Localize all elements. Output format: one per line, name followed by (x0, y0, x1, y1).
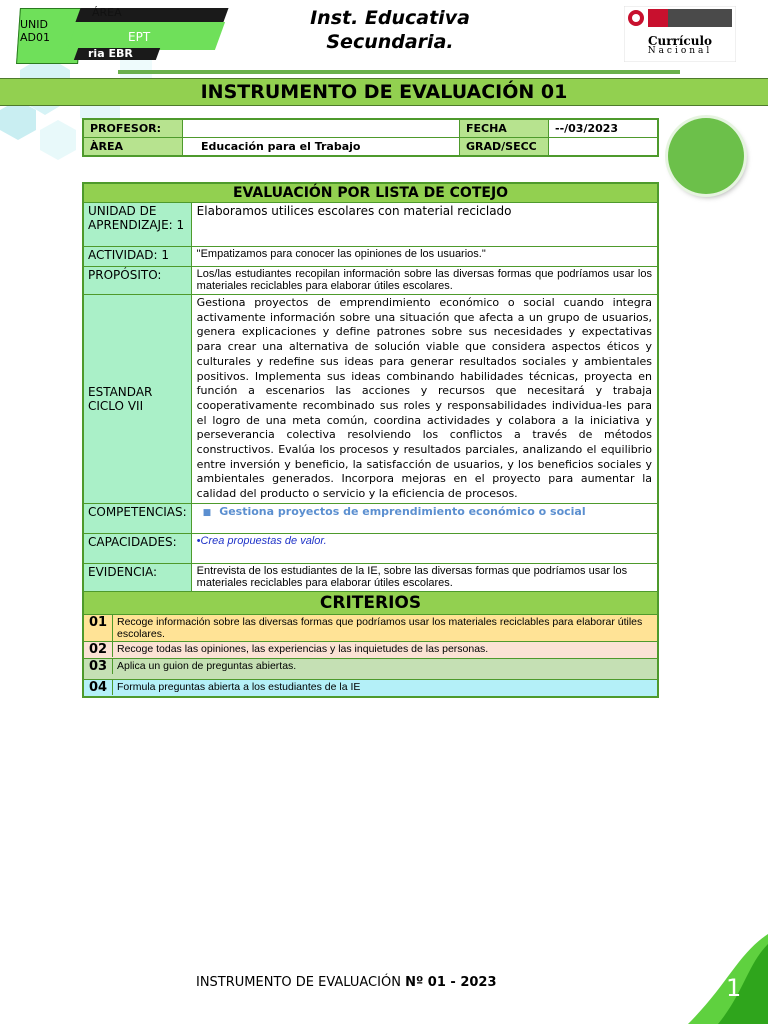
area-value-cell: Educación para el Trabajo (183, 138, 460, 157)
decorative-corner-wave (648, 934, 768, 1024)
evaluation-table (82, 182, 659, 698)
ebr-label: ria EBR (88, 47, 133, 60)
criterio-text: Aplica un guion de preguntas abiertas. (113, 659, 658, 674)
area-value: EPT (128, 30, 151, 44)
criterio-text: Recoge información sobre las diversas formas que podríamos usar los materiales reciclables para elaborar útiles escolares. (113, 615, 658, 641)
criterio-number: 02 (84, 642, 113, 657)
institution-name: Inst. Educativa Secundaria. (310, 7, 470, 53)
competencias-value: Gestiona proyectos de emprendimiento económico o social (219, 504, 586, 518)
logo-title: Currículo (647, 34, 713, 48)
estandar-key: ESTANDAR CICLO VII (83, 295, 191, 504)
proposito-value: Los/las estudiantes recopilan información sobre las diversas formas que podríamos usar los materiales reciclables para elaborar útiles escolares. (191, 267, 658, 295)
bullet-icon: ■ (202, 507, 212, 518)
criterio-number: 04 (84, 680, 113, 695)
actividad-value: "Empatizamos para conocer las opiniones de los usuarios." (191, 247, 658, 267)
profesor-value (183, 119, 460, 138)
estandar-value: Gestiona proyectos de emprendimiento económico o social cuando integra activamente información sobre una situación que afecta a un grupo de usuarios, genera explicaciones y define patrones sobre sus necesidades y expectativas para crear una alternativa de solución viable que considera aspectos éticos y culturales y redefine sus ideas para generar resultados sociales y ambientales positivos. Implementa sus ideas combinando habilidades técnicas, proyecta en función a escenarios las acciones y recursos que necesitará y trabaja cooperativamente recombinado sus roles y responsabilidades individua-les para el logro de una meta común, coordina actividades y colabora a la iniciativa y perseverancia colectiva resolviendo los conflictos a través de métodos constructivos. Evalúa los procesos y resultados parciales, analizando el equilibrio entre inversión y beneficio, la satisfacción de usuarios, y los beneficios sociales y ambientales generados. Incorpora mejoras en el proyecto para aumentar la calidad del producto o servicio y la eficiencia de procesos. (191, 295, 658, 504)
competencias-key: COMPETENCIAS: (83, 503, 191, 533)
capacidades-key: CAPACIDADES: (83, 533, 191, 563)
criterio-row (83, 658, 658, 679)
capacidades-value: •Crea propuestas de valor. (191, 533, 658, 563)
criterio-number: 03 (84, 659, 113, 674)
fecha-value: --/03/2023 (549, 119, 659, 138)
evidencia-key: EVIDENCIA: (83, 563, 191, 591)
area-label: ÁREA (92, 6, 122, 19)
criterio-row (83, 679, 658, 697)
profesor-label: PROFESOR: (83, 119, 183, 138)
grad-value (549, 138, 659, 157)
footer-label: INSTRUMENTO DE EVALUACIÓN (196, 975, 406, 990)
footer-text (196, 975, 497, 990)
proposito-key: PROPÓSITO: (83, 267, 191, 295)
criterios-heading: CRITERIOS (83, 591, 658, 614)
unidad-label: UNID AD01 (20, 18, 50, 44)
footer-number: Nº 01 - 2023 (405, 975, 497, 990)
page-number: 1 (726, 974, 742, 1002)
area-label-cell: ÀREA (83, 138, 183, 157)
criterio-row (83, 641, 658, 658)
document-title: INSTRUMENTO DE EVALUACIÓN 01 (200, 81, 568, 103)
logo-subtitle: Nacional (647, 46, 713, 56)
evaluation-heading: EVALUACIÓN POR LISTA DE COTEJO (83, 183, 658, 203)
document-title-bar (0, 78, 768, 106)
actividad-key: ACTIVIDAD: 1 (83, 247, 191, 267)
criterio-text: Recoge todas las opiniones, las experiencias y las inquietudes de las personas. (113, 642, 658, 657)
info-table (82, 118, 659, 157)
unidad-key: UNIDAD DE APRENDIZAJE: 1 (83, 203, 191, 247)
competencias-cell (191, 503, 658, 533)
header-rule (118, 70, 680, 74)
criterio-number: 01 (84, 615, 113, 641)
grad-label: GRAD/SECC (460, 138, 549, 157)
evidencia-value: Entrevista de los estudiantes de la IE, sobre las diversas formas que podríamos usar los materiales reciclables para elaborar útiles escolares. (191, 563, 658, 591)
criterio-text: Formula preguntas abierta a los estudiantes de la IE (113, 680, 658, 695)
fecha-label: FECHA (460, 119, 549, 138)
criterio-row (83, 614, 658, 641)
decorative-circle (668, 118, 744, 194)
unidad-value: Elaboramos utilices escolares con material reciclado (191, 203, 658, 247)
